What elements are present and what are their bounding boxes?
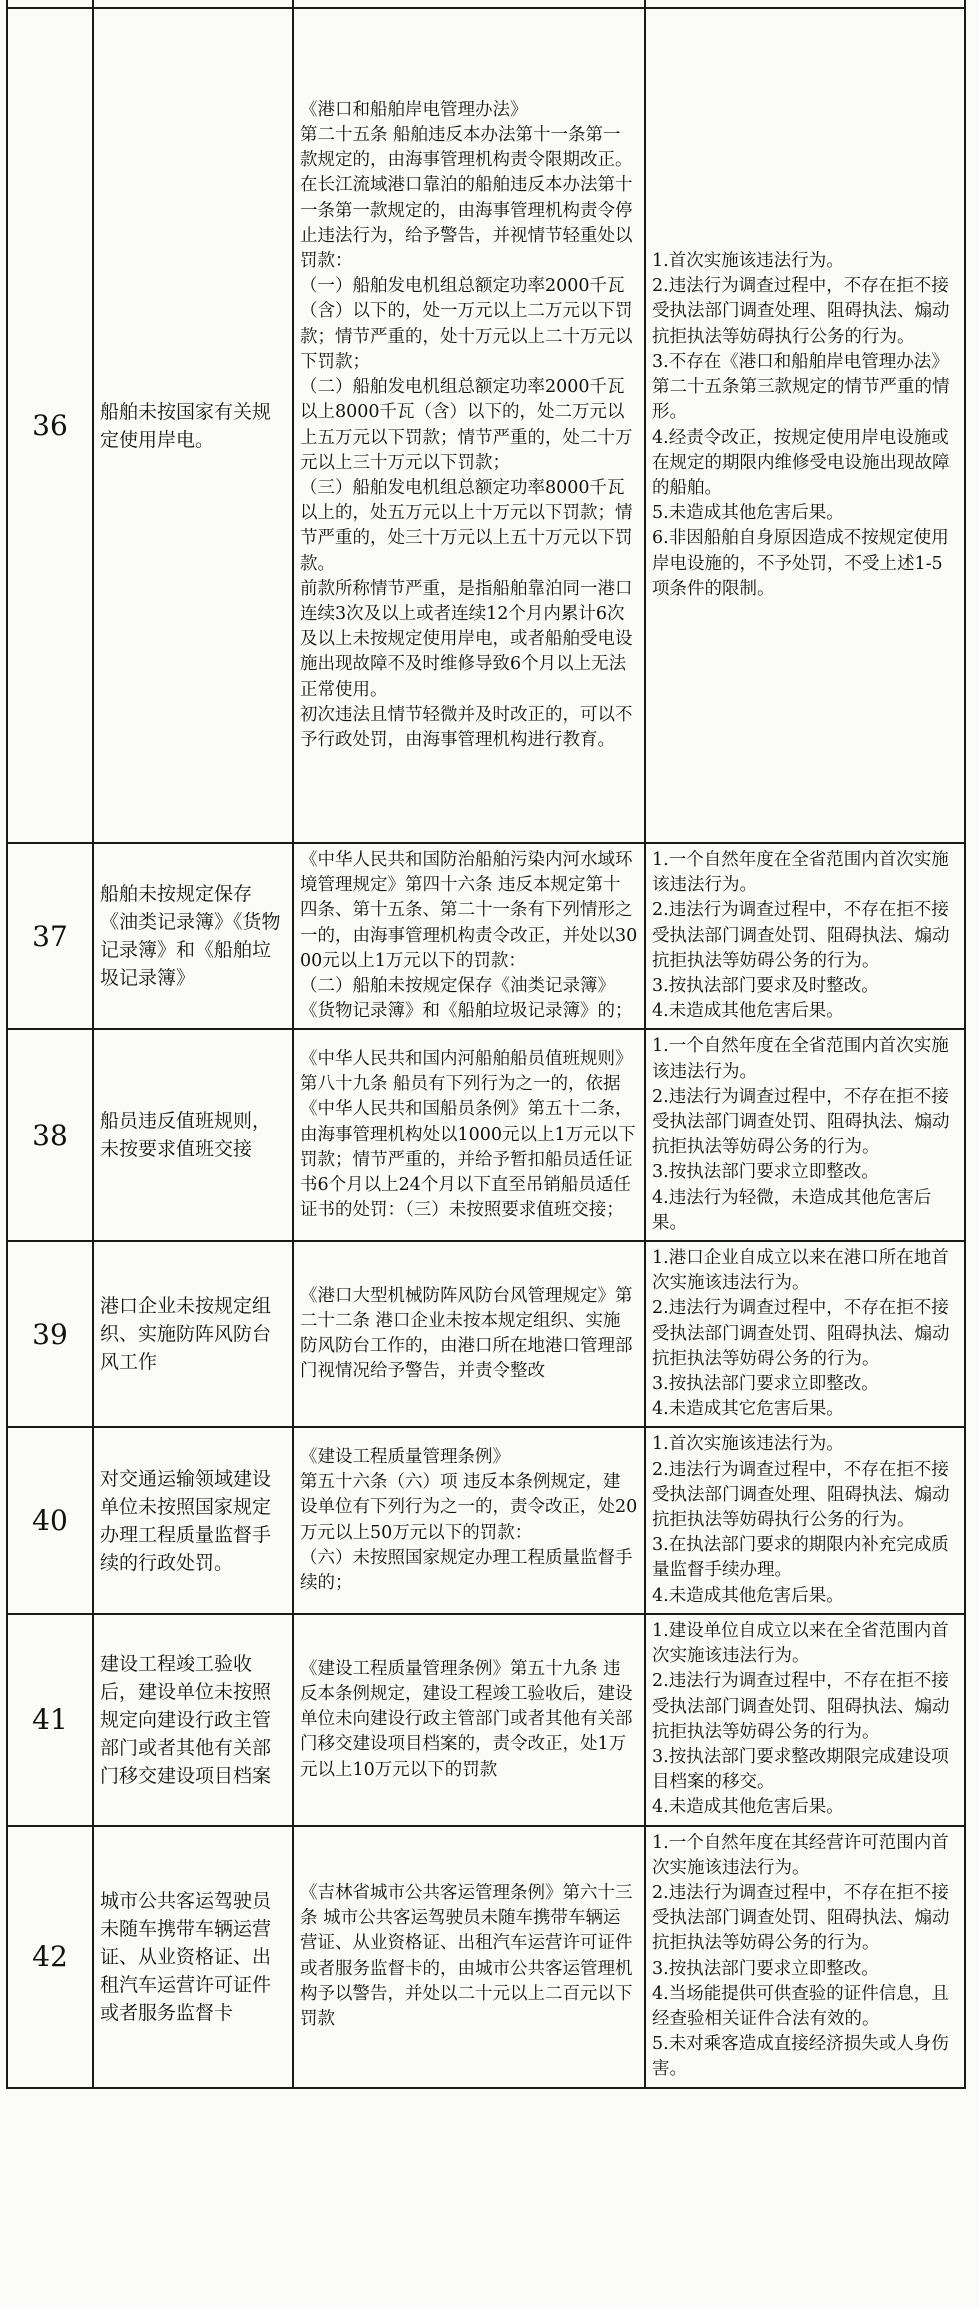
legal-basis-paragraph: 《中华人民共和国内河船舶船员值班规则》第八十九条 船员有下列行为之一的，依据《中华人民共和国船员条例》第五十二条，由海事管理机构处以1000元以上1万元以下罚款；情节严重的，并给予暂扣船员适任证书6个月以上24个月以下直至吊销船员适任证书的处罚：（三）未按照要求值班交接； [300, 1049, 636, 1221]
violation-name: 船员违反值班规则，未按要求值班交接 [93, 1029, 293, 1241]
legal-basis [293, 1614, 645, 1826]
top-edge-row [7, 0, 965, 8]
row-number: 40 [7, 1427, 93, 1613]
legal-basis-paragraph: 《建设工程质量管理条例》 [300, 1447, 510, 1468]
condition-item: 4.当场能提供可供查验的证件信息，且经查验相关证件合法有效的。 [652, 1983, 949, 2029]
condition-item: 2.违法行为调查过程中，不存在拒不接受执法部门调查处罚、阻碍执法、煽动抗拒执法等妨碍公务的行为。 [652, 1882, 950, 1954]
condition-item: 4.经责令改正，按规定使用岸电设施或在规定的期限内维修受电设施出现故障的船舶。 [652, 427, 950, 498]
exemption-conditions [645, 843, 965, 1029]
violation-name: 城市公共客运驾驶员未随车携带车辆运营证、从业资格证、出租汽车运营许可证件或者服务监督卡 [93, 1826, 293, 2088]
row-number: 37 [7, 843, 93, 1029]
legal-basis [293, 843, 645, 1029]
violation-name: 港口企业未按规定组织、实施防阵风防台风工作 [93, 1241, 293, 1427]
condition-item: 4.未造成其他危害后果。 [652, 1797, 844, 1818]
condition-item: 2.违法行为调查过程中，不存在拒不接受执法部门调查处罚、阻碍执法、煽动抗拒执法等妨碍公务的行为。 [652, 1298, 950, 1369]
table-row [7, 8, 965, 843]
condition-item: 1.首次实施该违法行为。 [652, 251, 844, 272]
legal-basis [293, 8, 645, 843]
legal-basis [293, 1241, 645, 1427]
legal-basis-paragraph: 《港口大型机械防阵风防台风管理规定》第二十二条 港口企业未按本规定组织、实施防风防台工作的，由港口所在地港口管理部门视情况给予警告，并责令整改 [300, 1285, 633, 1382]
exemption-conditions [645, 1826, 965, 2088]
legal-basis-paragraph: （二）船舶发电机组总额定功率2000千瓦以上8000千瓦（含）以下的，处二万元以上五万元以下罚款；情节严重的，处二十万元以上三十万元以下罚款； [300, 377, 633, 473]
legal-basis [293, 1826, 645, 2088]
condition-item: 2.违法行为调查过程中，不存在拒不接受执法部门调查处罚、阻碍执法、煽动抗拒执法等妨碍公务的行为。 [652, 1086, 950, 1158]
legal-basis-paragraph: 《建设工程质量管理条例》第五十九条 违反本条例规定，建设工程竣工验收后，建设单位未向建设行政主管部门或者其他有关部门移交建设项目档案的，责令改正，处1万元以上10万元以下的罚款 [300, 1658, 633, 1780]
condition-item: 4.未造成其它危害后果。 [652, 1399, 844, 1420]
condition-item: 4.未造成其他危害后果。 [652, 1001, 844, 1022]
condition-item: 1.建设单位自成立以来在全省范围内首次实施该违法行为。 [652, 1620, 949, 1667]
row-number: 39 [7, 1241, 93, 1427]
exemption-conditions [645, 8, 965, 843]
condition-item: 3.按执法部门要求整改期限完成建设项目档案的移交。 [652, 1746, 949, 1793]
violation-name: 建设工程竣工验收后，建设单位未按照规定向建设行政主管部门或者其他有关部门移交建设项目档案 [93, 1614, 293, 1826]
row-number: 42 [7, 1826, 93, 2088]
legal-basis [293, 1427, 645, 1613]
exemption-conditions [645, 1427, 965, 1613]
violation-name: 对交通运输领域建设单位未按照国家规定办理工程质量监督手续的行政处罚。 [93, 1427, 293, 1613]
condition-item: 2.违法行为调查过程中，不存在拒不接受执法部门调查处理、阻碍执法、煽动抗拒执法等妨碍执行公务的行为。 [652, 1459, 950, 1531]
condition-item: 2.违法行为调查过程中，不存在拒不接受执法部门调查处理、阻碍执法、煽动抗拒执法等妨碍执行公务的行为。 [652, 276, 950, 347]
condition-item: 2.违法行为调查过程中，不存在拒不接受执法部门调查处罚、阻碍执法、煽动抗拒执法等妨碍公务的行为。 [652, 900, 950, 971]
condition-item: 1.一个自然年度在全省范围内首次实施该违法行为。 [652, 1036, 949, 1082]
table-row [7, 1614, 965, 1826]
top-edge-cell [293, 0, 645, 8]
legal-basis-paragraph: （三）船舶发电机组总额定功率8000千瓦以上的，处五万元以上十万元以下罚款；情节严重的，处三十万元以上五十万元以下罚款。 [300, 477, 633, 574]
penalty-table-body [7, 0, 965, 2088]
condition-item: 6.非因船舶自身原因造成不按规定使用岸电设施的，不予处罚，不受上述1-5项条件的限制。 [652, 528, 949, 599]
condition-item: 4.未造成其他危害后果。 [652, 1585, 844, 1606]
condition-item: 3.按执法部门要求及时整改。 [652, 976, 879, 997]
condition-item: 3.按执法部门要求立即整改。 [652, 1374, 879, 1395]
violation-name: 船舶未按国家有关规定使用岸电。 [93, 8, 293, 843]
condition-item: 1.一个自然年度在全省范围内首次实施该违法行为。 [652, 850, 949, 896]
top-edge-cell [7, 0, 93, 8]
table-row [7, 1029, 965, 1241]
legal-basis-paragraph: 第二十五条 船舶违反本办法第十一条第一款规定的，由海事管理机构责令限期改正。 [300, 125, 633, 171]
condition-item: 3.按执法部门要求立即整改。 [652, 1162, 879, 1183]
condition-item: 1.一个自然年度在其经营许可范围内首次实施该违法行为。 [652, 1832, 949, 1878]
legal-basis-paragraph: 前款所称情节严重，是指船舶靠泊同一港口连续3次及以上或者连续12个月内累计6次及以上未按规定使用岸电，或者船舶受电设施出现故障不及时维修导致6个月以上无法正常使用。 [300, 578, 633, 700]
legal-basis-paragraph: 第五十六条（六）项 违反本条例规定，建设单位有下列行为之一的，责令改正，处20万元以上50万元以下的罚款： [300, 1472, 638, 1543]
legal-basis [293, 1029, 645, 1241]
top-edge-cell [93, 0, 293, 8]
exemption-conditions [645, 1614, 965, 1826]
legal-basis-paragraph: 《港口和船舶岸电管理办法》 [300, 99, 528, 120]
condition-item: 3.不存在《港口和船舶岸电管理办法》第二十五条第三款规定的情节严重的情形。 [652, 351, 950, 423]
penalty-table [6, 0, 966, 2089]
row-number: 38 [7, 1029, 93, 1241]
legal-basis-paragraph: （一）船舶发电机组总额定功率2000千瓦（含）以下的，处一万元以上二万元以下罚款；情节严重的，处十万元以上二十万元以下罚款； [300, 276, 633, 372]
exemption-conditions [645, 1029, 965, 1241]
row-number: 41 [7, 1614, 93, 1826]
condition-item: 4.违法行为轻微，未造成其他危害后果。 [652, 1187, 932, 1233]
condition-item: 1.港口企业自成立以来在港口所在地首次实施该违法行为。 [652, 1248, 949, 1294]
top-edge-cell [645, 0, 965, 8]
exemption-conditions [645, 1241, 965, 1427]
condition-item: 5.未对乘客造成直接经济损失或人身伤害。 [652, 2034, 949, 2080]
condition-item: 5.未造成其他危害后果。 [652, 503, 844, 524]
legal-basis-paragraph: 初次违法且情节轻微并及时改正的，可以不予行政处罚，由海事管理机构进行教育。 [300, 704, 633, 750]
condition-item: 3.在执法部门要求的期限内补充完成质量监督手续办理。 [652, 1535, 949, 1581]
table-row [7, 1241, 965, 1427]
table-row [7, 1826, 965, 2088]
condition-item: 1.首次实施该违法行为。 [652, 1434, 844, 1455]
legal-basis-paragraph: 《吉林省城市公共客运管理条例》第六十三条 城市公共客运驾驶员未随车携带车辆运营证、从业资格证、出租汽车运营许可证件或者服务监督卡的，由城市公共客运管理机构予以警告，并处以二十元以上二百元以下罚款 [300, 1882, 633, 2029]
legal-basis-paragraph: （六）未按照国家规定办理工程质量监督手续的； [300, 1547, 633, 1594]
legal-basis-paragraph: （二）船舶未按规定保存《油类记录簿》《货物记录簿》和《船舶垃圾记录簿》的； [300, 976, 633, 1022]
table-row [7, 843, 965, 1029]
table-row [7, 1427, 965, 1613]
legal-basis-paragraph: 《中华人民共和国防治船舶污染内河水域环境管理规定》第四十六条 违反本规定第十四条、第十五条、第二十一条有下列情形之一的，由海事管理机构责令改正，并处以3000元以上1万元以下的罚款： [300, 850, 638, 971]
violation-name: 船舶未按规定保存《油类记录簿》《货物记录簿》和《船舶垃圾记录簿》 [93, 843, 293, 1029]
row-number: 36 [7, 8, 93, 843]
condition-item: 2.违法行为调查过程中，不存在拒不接受执法部门调查处罚、阻碍执法、煽动抗拒执法等妨碍公务的行为。 [652, 1671, 950, 1742]
condition-item: 3.按执法部门要求立即整改。 [652, 1958, 879, 1979]
legal-basis-paragraph: 在长江流域港口靠泊的船舶违反本办法第十一条第一款规定的，由海事管理机构责令停止违法行为，给予警告，并视情节轻重处以罚款： [300, 175, 633, 272]
